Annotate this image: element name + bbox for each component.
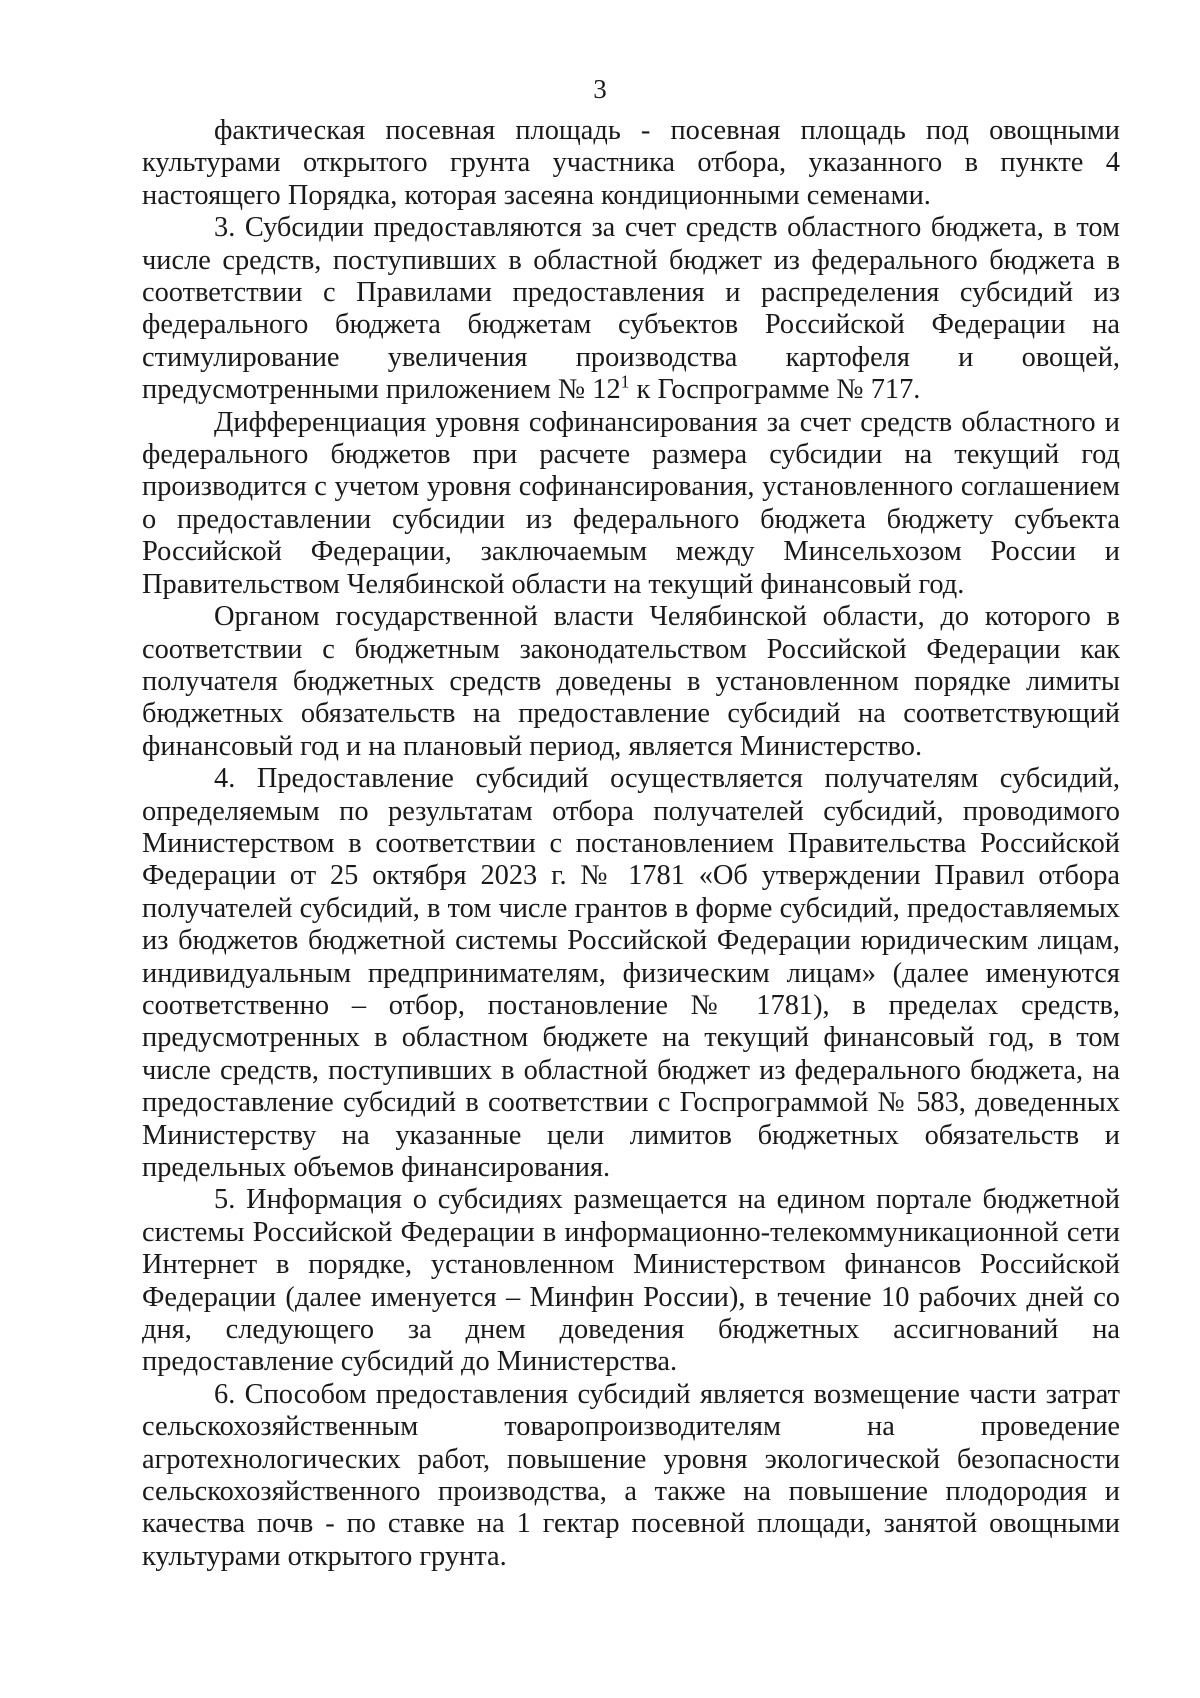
paragraph-sown-area-definition: фактическая посевная площадь - посевная площадь под овощными культурами открытого грунта участника отбора, указанного в пункте 4 настоящего Порядка, которая засеяна кондиционными семенами. xyxy=(142,115,1120,211)
annex-superscript: 1 xyxy=(620,371,630,392)
document-body xyxy=(142,115,1120,1573)
paragraph-subsidy-funding-source xyxy=(142,212,1120,406)
paragraph-portal-information: 5. Информация о субсидиях размещается на едином портале бюджетной системы Российской Федерации в информационно-телекоммуникационной сети Интернет в порядке, установленном Министерством финансов Российской Федерации (далее именуется – Минфин России), в течение 10 рабочих дней со дня, следующего за днем доведения бюджетных ассигнований на предоставление субсидий до Министерства. xyxy=(142,1184,1120,1378)
page-number: 3 xyxy=(593,74,607,104)
paragraph-cofinancing-differentiation: Дифференциация уровня софинансирования за счет средств областного и федерального бюджетов при расчете размера субсидии на текущий год производится с учетом уровня софинансирования, установленного соглашением о предоставлении субсидии из федерального бюджета бюджету субъекта Российской Федерации, заключаемым между Минсельхозом России и Правительством Челябинской области на текущий финансовый год. xyxy=(142,406,1120,600)
paragraph-authority: Органом государственной власти Челябинской области, до которого в соответствии с бюджетным законодательством Российской Федерации как получателя бюджетных средств доведены в установленном порядке лимиты бюджетных обязательств на предоставление субсидий на соответствующий финансовый год и на плановый период, является Министерство. xyxy=(142,601,1120,762)
paragraph-recipient-selection: 4. Предоставление субсидий осуществляется получателям субсидий, определяемым по результатам отбора получателей субсидий, проводимого Министерством в соответствии с постановлением Правительства Российской Федерации от 25 октября 2023 г. № 1781 «Об утверждении Правил отбора получателей субсидий, в том числе грантов в форме субсидий, предоставляемых из бюджетов бюджетной системы Российской Федерации юридическим лицам, индивидуальным предпринимателям, физическим лицам» (далее именуются соответственно – отбор, постановление № 1781), в пределах средств, предусмотренных в областном бюджете на текущий финансовый год, в том числе средств, поступивших в областной бюджет из федерального бюджета, на предоставление субсидий в соответствии с Госпрограммой № 583, доведенных Министерству на указанные цели лимитов бюджетных обязательств и предельных объемов финансирования. xyxy=(142,763,1120,1183)
annex-number: № 12 xyxy=(558,374,621,406)
annex-tail: к Госпрограмме № 717. xyxy=(636,374,921,406)
paragraph-subsidy-method: 6. Способом предоставления субсидий является возмещение части затрат сельскохозяйственным товаропроизводителям на проведение агротехнологических работ, повышение уровня экологической безопасности сельскохозяйственного производства, а также на повышение плодородия и качества почв - по ставке на 1 гектар посевной площади, занятой овощными культурами открытого грунта. xyxy=(142,1378,1120,1572)
paragraph-subsidy-funding-text: 3. Субсидии предоставляются за счет средств областного бюджета, в том числе средств, поступивших в областной бюджет из федерального бюджета в соответствии с Правилами предоставления и распределения субсидий из федерального бюджета бюджетам субъектов Российской Федерации на стимулирование увеличения производства картофеля и овощей, предусмотренными приложением xyxy=(142,212,1120,406)
